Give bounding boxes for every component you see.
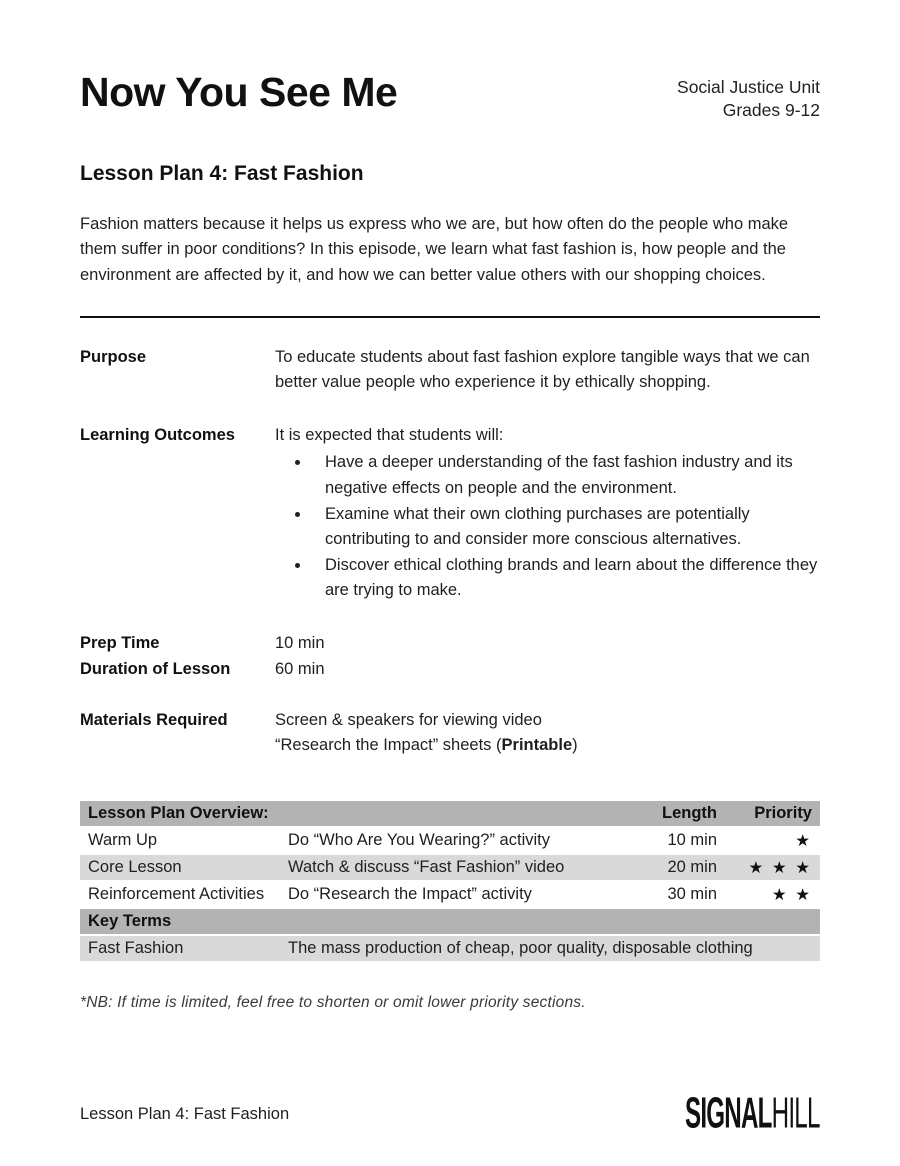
header-meta bbox=[677, 76, 820, 122]
duration-section bbox=[80, 657, 820, 683]
learning-outcomes-list bbox=[275, 450, 820, 603]
description-cell: Do “Who Are You Wearing?” activity bbox=[288, 831, 550, 850]
signal-hill-logo bbox=[685, 1088, 820, 1138]
description-cell: Do “Research the Impact” activity bbox=[288, 885, 532, 904]
materials-line-1: Screen & speakers for viewing video bbox=[275, 710, 542, 729]
duration-value: 60 min bbox=[275, 660, 325, 679]
prep-time-label: Prep Time bbox=[80, 633, 160, 652]
activity-cell: Reinforcement Activities bbox=[88, 885, 265, 904]
purpose-text: To educate students about fast fashion explore tangible ways that we can better value people who experience it by ethically shopping. bbox=[275, 347, 810, 392]
prep-time-section bbox=[80, 631, 820, 657]
logo-signal-text: SIGNAL bbox=[685, 1088, 773, 1138]
logo-hill-text: HILL bbox=[772, 1088, 820, 1138]
materials-section bbox=[80, 708, 820, 759]
lesson-heading: Lesson Plan 4: Fast Fashion bbox=[80, 161, 364, 185]
overview-header-row bbox=[80, 801, 820, 826]
learning-outcomes-lead: It is expected that students will: bbox=[275, 425, 504, 444]
length-cell: 10 min bbox=[667, 831, 717, 850]
materials-content bbox=[275, 708, 820, 759]
page-title: Now You See Me bbox=[80, 69, 398, 115]
table-row bbox=[80, 882, 820, 907]
grades-label: Grades 9-12 bbox=[722, 99, 820, 120]
table-row bbox=[80, 828, 820, 853]
outcome-text: Discover ethical clothing brands and learn about the difference they are trying to make. bbox=[325, 555, 818, 600]
key-terms-header: Key Terms bbox=[88, 912, 172, 931]
materials-line-2-bold: Printable bbox=[501, 736, 573, 755]
key-terms-header-row bbox=[80, 909, 820, 934]
learning-outcomes-label: Learning Outcomes bbox=[80, 425, 235, 444]
unit-label: Social Justice Unit bbox=[677, 77, 820, 97]
document-footer bbox=[80, 1088, 820, 1138]
length-cell: 30 min bbox=[667, 885, 717, 904]
overview-header-title: Lesson Plan Overview: bbox=[88, 804, 269, 823]
learning-outcomes-section bbox=[80, 423, 820, 604]
description-cell: Watch & discuss “Fast Fashion” video bbox=[288, 858, 565, 877]
key-term-definition-cell: The mass production of cheap, poor quality, disposable clothing bbox=[288, 939, 753, 958]
priority-cell: ★ ★ ★ bbox=[748, 858, 812, 877]
key-term-row bbox=[80, 936, 820, 961]
materials-line-2 bbox=[275, 733, 820, 759]
lesson-plan-overview-table bbox=[80, 799, 820, 963]
materials-label: Materials Required bbox=[80, 710, 228, 729]
lesson-intro: Fashion matters because it helps us express who we are, but how often do the people who make them suffer in poor conditions? In this episode, we learn what fast fashion is, how people and the environment are affected by it, and how we can better value others with our shopping choices. bbox=[80, 214, 789, 284]
priority-cell: ★ bbox=[795, 831, 812, 850]
outcome-text: Have a deeper understanding of the fast fashion industry and its negative effects on people and the environment. bbox=[325, 453, 793, 497]
outcome-item bbox=[311, 502, 820, 553]
length-cell: 20 min bbox=[667, 858, 717, 877]
document-header bbox=[80, 0, 820, 122]
activity-cell: Core Lesson bbox=[88, 858, 182, 877]
purpose-section bbox=[80, 345, 820, 396]
materials-line-2-prefix: “Research the Impact” sheets ( bbox=[275, 736, 502, 755]
section-divider bbox=[80, 316, 820, 318]
activity-cell: Warm Up bbox=[88, 831, 158, 850]
footer-lesson-title: Lesson Plan 4: Fast Fashion bbox=[80, 1104, 290, 1123]
outcome-text: Examine what their own clothing purchases are potentially contributing to and consider more conscious alternatives. bbox=[325, 504, 750, 549]
learning-outcomes-content bbox=[275, 423, 820, 604]
purpose-label: Purpose bbox=[80, 347, 147, 366]
overview-header-length: Length bbox=[662, 804, 717, 823]
materials-line-2-suffix: ) bbox=[572, 736, 578, 755]
duration-label: Duration of Lesson bbox=[80, 660, 231, 679]
overview-header-priority: Priority bbox=[754, 804, 812, 823]
outcome-item bbox=[311, 553, 820, 604]
priority-cell: ★ ★ bbox=[771, 885, 812, 904]
table-row bbox=[80, 855, 820, 880]
outcome-item bbox=[311, 450, 820, 501]
priority-footnote: *NB: If time is limited, feel free to shorten or omit lower priority sections. bbox=[80, 994, 586, 1012]
key-term-cell: Fast Fashion bbox=[88, 939, 184, 958]
prep-time-value: 10 min bbox=[275, 633, 325, 652]
